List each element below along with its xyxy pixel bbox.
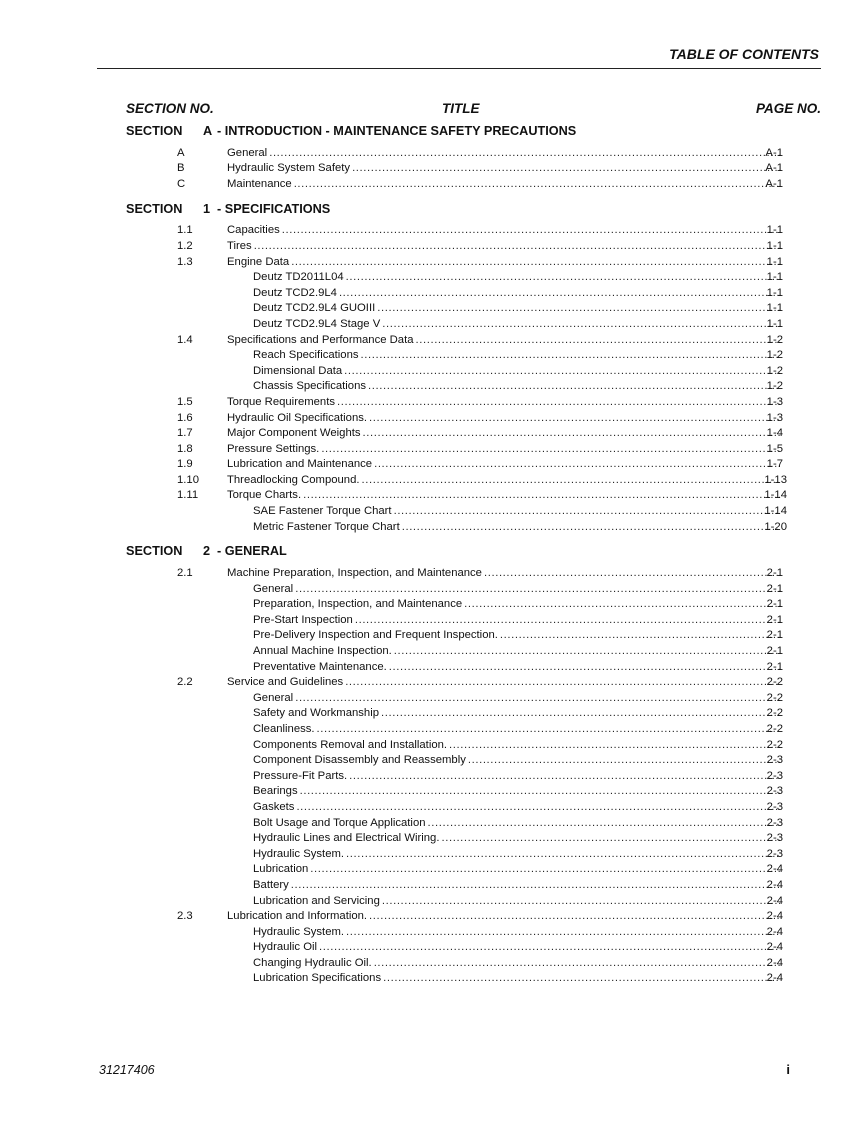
entry-number: 1.10 xyxy=(177,473,199,486)
entry-line xyxy=(253,692,780,704)
toc-subentry[interactable] xyxy=(126,925,821,941)
entry-page: 2-1 xyxy=(766,567,783,580)
entry-line xyxy=(227,334,780,346)
dot-leader xyxy=(484,567,780,579)
toc-subentry[interactable] xyxy=(126,504,821,520)
toc-section xyxy=(126,122,821,193)
entry-page: 2-3 xyxy=(766,832,783,845)
entry-title: Hydraulic Oil Specifications. xyxy=(227,411,368,424)
toc-subentry[interactable] xyxy=(126,348,821,364)
entry-line xyxy=(253,380,780,392)
entry-title: Hydraulic System. xyxy=(253,847,345,860)
toc-subentry[interactable] xyxy=(126,738,821,754)
entry-title: Preparation, Inspection, and Maintenance xyxy=(253,598,463,611)
entry-number: 1.9 xyxy=(177,458,193,471)
toc-subentry[interactable] xyxy=(126,660,821,676)
toc-entry[interactable] xyxy=(126,223,821,239)
entry-number: 1.2 xyxy=(177,239,193,252)
dot-leader xyxy=(349,770,780,782)
entry-title: Deutz TD2011L04 xyxy=(253,271,344,284)
entry-page: 2-2 xyxy=(766,722,783,735)
entry-page: 1-7 xyxy=(766,458,783,471)
dot-leader xyxy=(377,302,780,314)
toc-subentry[interactable] xyxy=(126,940,821,956)
entry-line xyxy=(227,147,780,159)
entry-number: 1.1 xyxy=(177,224,193,237)
entry-page: 2-2 xyxy=(766,676,783,689)
entry-title: Deutz TCD2.9L4 GUOIII xyxy=(253,302,376,315)
entry-line xyxy=(253,895,780,907)
entry-number: 2.3 xyxy=(177,910,193,923)
section-label: SECTION xyxy=(126,201,183,216)
entry-title: General xyxy=(253,582,294,595)
dot-leader xyxy=(291,256,780,268)
entry-page: 1-14 xyxy=(764,505,787,518)
column-header-title: TITLE xyxy=(442,101,480,116)
entry-line xyxy=(227,676,780,688)
entry-line xyxy=(253,349,780,361)
section-entries xyxy=(126,566,821,987)
entry-page: 1-1 xyxy=(766,239,783,252)
entry-page: 2-3 xyxy=(766,769,783,782)
dot-leader xyxy=(368,380,780,392)
toc-entry[interactable] xyxy=(126,161,821,177)
dot-leader xyxy=(394,645,780,657)
entry-page: 2-1 xyxy=(766,598,783,611)
entry-title: Gaskets xyxy=(253,800,295,813)
entry-line xyxy=(253,645,780,657)
entry-page: 2-4 xyxy=(766,894,783,907)
toc-subentry[interactable] xyxy=(126,270,821,286)
toc-subentry[interactable] xyxy=(126,784,821,800)
entry-page: 2-3 xyxy=(766,785,783,798)
section-label: SECTION xyxy=(126,544,183,559)
entry-title: Hydraulic System Safety xyxy=(227,162,351,175)
entry-page: 2-4 xyxy=(766,941,783,954)
entry-line xyxy=(253,302,780,314)
entry-line xyxy=(253,770,780,782)
entry-line xyxy=(253,832,780,844)
entry-number: C xyxy=(177,177,186,190)
section-entries xyxy=(126,146,821,193)
entry-title: SAE Fastener Torque Chart xyxy=(253,505,392,518)
table-of-contents xyxy=(126,122,821,994)
entry-page: 1-5 xyxy=(766,442,783,455)
entry-page: 2-3 xyxy=(766,800,783,813)
entry-page: 1-20 xyxy=(764,520,787,533)
dot-leader xyxy=(449,739,780,751)
toc-subentry[interactable] xyxy=(126,691,821,707)
entry-page: 1-1 xyxy=(766,286,783,299)
section-id: 2 xyxy=(203,544,211,559)
entry-number: 1.6 xyxy=(177,411,193,424)
entry-page: 2-2 xyxy=(766,691,783,704)
section-title: - SPECIFICATIONS xyxy=(217,201,331,216)
toc-subentry[interactable] xyxy=(126,706,821,722)
toc-entry[interactable] xyxy=(126,255,821,271)
dot-leader xyxy=(394,505,780,517)
entry-page: 2-4 xyxy=(766,863,783,876)
dot-leader xyxy=(295,583,780,595)
footer-doc-number: 31217406 xyxy=(99,1063,155,1077)
toc-subentry[interactable] xyxy=(126,364,821,380)
entry-title: Changing Hydraulic Oil. xyxy=(253,956,372,969)
entry-line xyxy=(253,848,780,860)
dot-leader xyxy=(310,863,780,875)
toc-subentry[interactable] xyxy=(126,520,821,536)
dot-leader xyxy=(369,910,780,922)
entry-page: 1-1 xyxy=(766,302,783,315)
entry-line xyxy=(253,863,780,875)
toc-subentry[interactable] xyxy=(126,628,821,644)
dot-leader xyxy=(416,334,781,346)
entry-page: 2-1 xyxy=(766,660,783,673)
entry-page: 1-4 xyxy=(766,427,783,440)
entry-line xyxy=(227,256,780,268)
dot-leader xyxy=(382,318,780,330)
toc-section xyxy=(126,200,821,536)
dot-leader xyxy=(346,848,780,860)
entry-title: Torque Charts. xyxy=(227,489,302,502)
entry-page: 1-2 xyxy=(766,349,783,362)
toc-subentry[interactable] xyxy=(126,379,821,395)
dot-leader xyxy=(339,287,780,299)
entry-line xyxy=(253,739,780,751)
section-id: A xyxy=(203,124,213,138)
toc-subentry[interactable] xyxy=(126,301,821,317)
entry-title: Hydraulic Oil xyxy=(253,941,318,954)
toc-subentry[interactable] xyxy=(126,317,821,333)
toc-entry[interactable] xyxy=(126,473,821,489)
section-heading[interactable] xyxy=(126,200,821,224)
dot-leader xyxy=(269,147,780,159)
dot-leader xyxy=(346,926,780,938)
toc-subentry[interactable] xyxy=(126,956,821,972)
toc-subentry[interactable] xyxy=(126,597,821,613)
entry-title: General xyxy=(253,691,294,704)
entry-line xyxy=(253,318,780,330)
toc-subentry[interactable] xyxy=(126,613,821,629)
toc-entry[interactable] xyxy=(126,333,821,349)
dot-leader xyxy=(296,801,780,813)
toc-entry[interactable] xyxy=(126,909,821,925)
column-headers xyxy=(126,101,821,119)
toc-subentry[interactable] xyxy=(126,582,821,598)
entry-line xyxy=(253,614,780,626)
dot-leader xyxy=(321,443,780,455)
entry-page: 1-14 xyxy=(764,489,787,502)
entry-title: Component Disassembly and Reassembly xyxy=(253,754,466,767)
toc-entry[interactable] xyxy=(126,239,821,255)
dot-leader xyxy=(374,957,780,969)
entry-page: 2-2 xyxy=(766,738,783,751)
entry-page: 1-3 xyxy=(766,411,783,424)
page-header-title: TABLE OF CONTENTS xyxy=(669,46,819,62)
entry-line xyxy=(227,178,780,190)
section-heading[interactable] xyxy=(126,122,821,146)
entry-line xyxy=(253,817,780,829)
entry-page: 2-1 xyxy=(766,613,783,626)
entry-line xyxy=(253,754,780,766)
entry-page: 2-4 xyxy=(766,956,783,969)
entry-page: A-1 xyxy=(765,146,783,159)
entry-number: 1.4 xyxy=(177,333,193,346)
entry-line xyxy=(253,707,780,719)
toc-subentry[interactable] xyxy=(126,286,821,302)
entry-title: Torque Requirements xyxy=(227,395,336,408)
entry-title: Maintenance xyxy=(227,177,292,190)
entry-page: A-1 xyxy=(765,162,783,175)
entry-page: 1-2 xyxy=(766,333,783,346)
dot-leader xyxy=(295,692,780,704)
toc-subentry[interactable] xyxy=(126,894,821,910)
toc-subentry[interactable] xyxy=(126,878,821,894)
toc-entry[interactable] xyxy=(126,426,821,442)
entry-page: 1-13 xyxy=(764,473,787,486)
entry-line xyxy=(253,661,780,673)
entry-title: Annual Machine Inspection. xyxy=(253,645,392,658)
entry-number: 1.5 xyxy=(177,395,193,408)
entry-page: 2-2 xyxy=(766,707,783,720)
dot-leader xyxy=(344,365,780,377)
entry-number: 1.7 xyxy=(177,427,193,440)
entry-page: 2-4 xyxy=(766,910,783,923)
entry-title: Machine Preparation, Inspection, and Maintenance xyxy=(227,567,482,580)
toc-entry[interactable] xyxy=(126,146,821,162)
entry-line xyxy=(253,879,780,891)
entry-line xyxy=(253,521,780,533)
dot-leader xyxy=(402,521,780,533)
dot-leader xyxy=(337,396,780,408)
entry-page: 2-4 xyxy=(766,925,783,938)
toc-entry[interactable] xyxy=(126,177,821,193)
toc-subentry[interactable] xyxy=(126,753,821,769)
entry-number: 2.1 xyxy=(177,567,193,580)
entry-line xyxy=(253,957,780,969)
entry-line xyxy=(227,427,780,439)
entry-title: Cleanliness. xyxy=(253,722,315,735)
entry-title: Pressure-Fit Parts. xyxy=(253,769,348,782)
entry-page: 1-3 xyxy=(766,395,783,408)
dot-leader xyxy=(383,972,780,984)
dot-leader xyxy=(303,489,780,501)
entry-line xyxy=(253,926,780,938)
entry-line xyxy=(227,224,780,236)
entry-title: Bearings xyxy=(253,785,298,798)
entry-title: Components Removal and Installation. xyxy=(253,738,448,751)
entry-line xyxy=(227,162,780,174)
entry-line xyxy=(253,271,780,283)
entry-number: 1.3 xyxy=(177,255,193,268)
entry-title: Engine Data xyxy=(227,255,290,268)
entry-page: 2-4 xyxy=(766,972,783,985)
entry-page: 2-3 xyxy=(766,816,783,829)
entry-page: 1-1 xyxy=(766,317,783,330)
entry-title: Deutz TCD2.9L4 xyxy=(253,286,337,299)
entry-page: 2-3 xyxy=(766,754,783,767)
entry-number: B xyxy=(177,162,185,175)
dot-leader xyxy=(428,817,780,829)
section-heading[interactable] xyxy=(126,542,821,566)
entry-line xyxy=(253,941,780,953)
entry-title: Capacities xyxy=(227,224,280,237)
entry-line xyxy=(253,785,780,797)
entry-title: Threadlocking Compound. xyxy=(227,473,360,486)
toc-subentry[interactable] xyxy=(126,769,821,785)
toc-entry[interactable] xyxy=(126,457,821,473)
toc-entry[interactable] xyxy=(126,442,821,458)
entry-line xyxy=(227,474,780,486)
entry-page: A-1 xyxy=(765,177,783,190)
dot-leader xyxy=(319,941,780,953)
entry-title: Lubrication and Information. xyxy=(227,910,368,923)
entry-page: 2-3 xyxy=(766,847,783,860)
section-label: SECTION xyxy=(126,124,183,138)
footer-page-number: i xyxy=(786,1062,790,1077)
entry-title: Service and Guidelines xyxy=(227,676,344,689)
entry-title: Battery xyxy=(253,878,289,891)
toc-subentry[interactable] xyxy=(126,971,821,987)
dot-leader xyxy=(381,707,780,719)
dot-leader xyxy=(254,240,780,252)
toc-section xyxy=(126,542,821,987)
toc-entry[interactable] xyxy=(126,395,821,411)
entry-line xyxy=(227,396,780,408)
entry-line xyxy=(253,801,780,813)
section-title: - INTRODUCTION - MAINTENANCE SAFETY PRECAUTIONS xyxy=(217,124,577,138)
entry-title: Safety and Workmanship xyxy=(253,707,380,720)
dot-leader xyxy=(346,271,780,283)
entry-title: Dimensional Data xyxy=(253,364,343,377)
page-header xyxy=(97,44,821,69)
toc-subentry[interactable] xyxy=(126,800,821,816)
entry-page: 1-2 xyxy=(766,364,783,377)
entry-line xyxy=(227,443,780,455)
section-title: - GENERAL xyxy=(217,544,287,559)
entry-title: Metric Fastener Torque Chart xyxy=(253,520,400,533)
entry-page: 1-1 xyxy=(766,224,783,237)
entry-line xyxy=(253,598,780,610)
toc-entry[interactable] xyxy=(126,675,821,691)
entry-title: Tires xyxy=(227,239,252,252)
dot-leader xyxy=(363,427,780,439)
dot-leader xyxy=(352,162,780,174)
entry-title: Lubrication and Maintenance xyxy=(227,458,373,471)
toc-subentry[interactable] xyxy=(126,862,821,878)
dot-leader xyxy=(382,895,780,907)
entry-number: 1.11 xyxy=(177,489,199,502)
dot-leader xyxy=(369,412,780,424)
column-header-page: PAGE NO. xyxy=(755,101,821,116)
entry-line xyxy=(253,505,780,517)
dot-leader xyxy=(294,178,780,190)
entry-number: 1.8 xyxy=(177,442,193,455)
toc-subentry[interactable] xyxy=(126,847,821,863)
entry-line xyxy=(253,972,780,984)
dot-leader xyxy=(291,879,780,891)
entry-line xyxy=(253,287,780,299)
entry-title: Specifications and Performance Data xyxy=(227,333,414,346)
section-entries xyxy=(126,223,821,535)
toc-entry[interactable] xyxy=(126,411,821,427)
entry-number: 2.2 xyxy=(177,676,193,689)
entry-title: Major Component Weights xyxy=(227,427,361,440)
dot-leader xyxy=(362,474,780,486)
toc-entry[interactable] xyxy=(126,566,821,582)
entry-page: 2-4 xyxy=(766,878,783,891)
entry-title: Hydraulic System. xyxy=(253,925,345,938)
column-header-section: SECTION NO. xyxy=(126,101,214,116)
entry-page: 1-2 xyxy=(766,380,783,393)
entry-line xyxy=(253,723,780,735)
entry-line xyxy=(227,489,780,501)
dot-leader xyxy=(389,661,780,673)
entry-page: 1-1 xyxy=(766,255,783,268)
dot-leader xyxy=(500,629,780,641)
entry-title: General xyxy=(227,146,268,159)
entry-title: Bolt Usage and Torque Application xyxy=(253,816,426,829)
entry-title: Lubrication Specifications xyxy=(253,972,382,985)
dot-leader xyxy=(300,785,780,797)
entry-title: Deutz TCD2.9L4 Stage V xyxy=(253,317,381,330)
entry-title: Lubrication and Servicing xyxy=(253,894,380,907)
entry-page: 2-1 xyxy=(766,629,783,642)
entry-number: A xyxy=(177,146,185,159)
dot-leader xyxy=(468,754,780,766)
entry-title: Hydraulic Lines and Electrical Wiring. xyxy=(253,832,440,845)
entry-page: 2-1 xyxy=(766,582,783,595)
entry-line xyxy=(227,412,780,424)
dot-leader xyxy=(464,598,780,610)
entry-title: Lubrication xyxy=(253,863,309,876)
entry-title: Pre-Delivery Inspection and Frequent Inspection. xyxy=(253,629,498,642)
entry-line xyxy=(253,629,780,641)
dot-leader xyxy=(282,224,780,236)
entry-line xyxy=(253,583,780,595)
dot-leader xyxy=(355,614,780,626)
dot-leader xyxy=(374,458,780,470)
dot-leader xyxy=(441,832,780,844)
toc-subentry[interactable] xyxy=(126,722,821,738)
entry-line xyxy=(253,365,780,377)
entry-title: Chassis Specifications xyxy=(253,380,367,393)
entry-title: Reach Specifications xyxy=(253,349,359,362)
entry-title: Pre-Start Inspection xyxy=(253,613,353,626)
entry-title: Pressure Settings. xyxy=(227,442,320,455)
toc-subentry[interactable] xyxy=(126,831,821,847)
entry-line xyxy=(227,240,780,252)
entry-line xyxy=(227,567,780,579)
toc-subentry[interactable] xyxy=(126,816,821,832)
entry-page: 1-1 xyxy=(766,271,783,284)
toc-subentry[interactable] xyxy=(126,644,821,660)
entry-line xyxy=(227,910,780,922)
dot-leader xyxy=(317,723,780,735)
section-id: 1 xyxy=(203,201,211,216)
toc-entry[interactable] xyxy=(126,488,821,504)
dot-leader xyxy=(345,676,780,688)
dot-leader xyxy=(361,349,781,361)
entry-title: Preventative Maintenance. xyxy=(253,660,387,673)
entry-line xyxy=(227,458,780,470)
entry-page: 2-1 xyxy=(766,645,783,658)
